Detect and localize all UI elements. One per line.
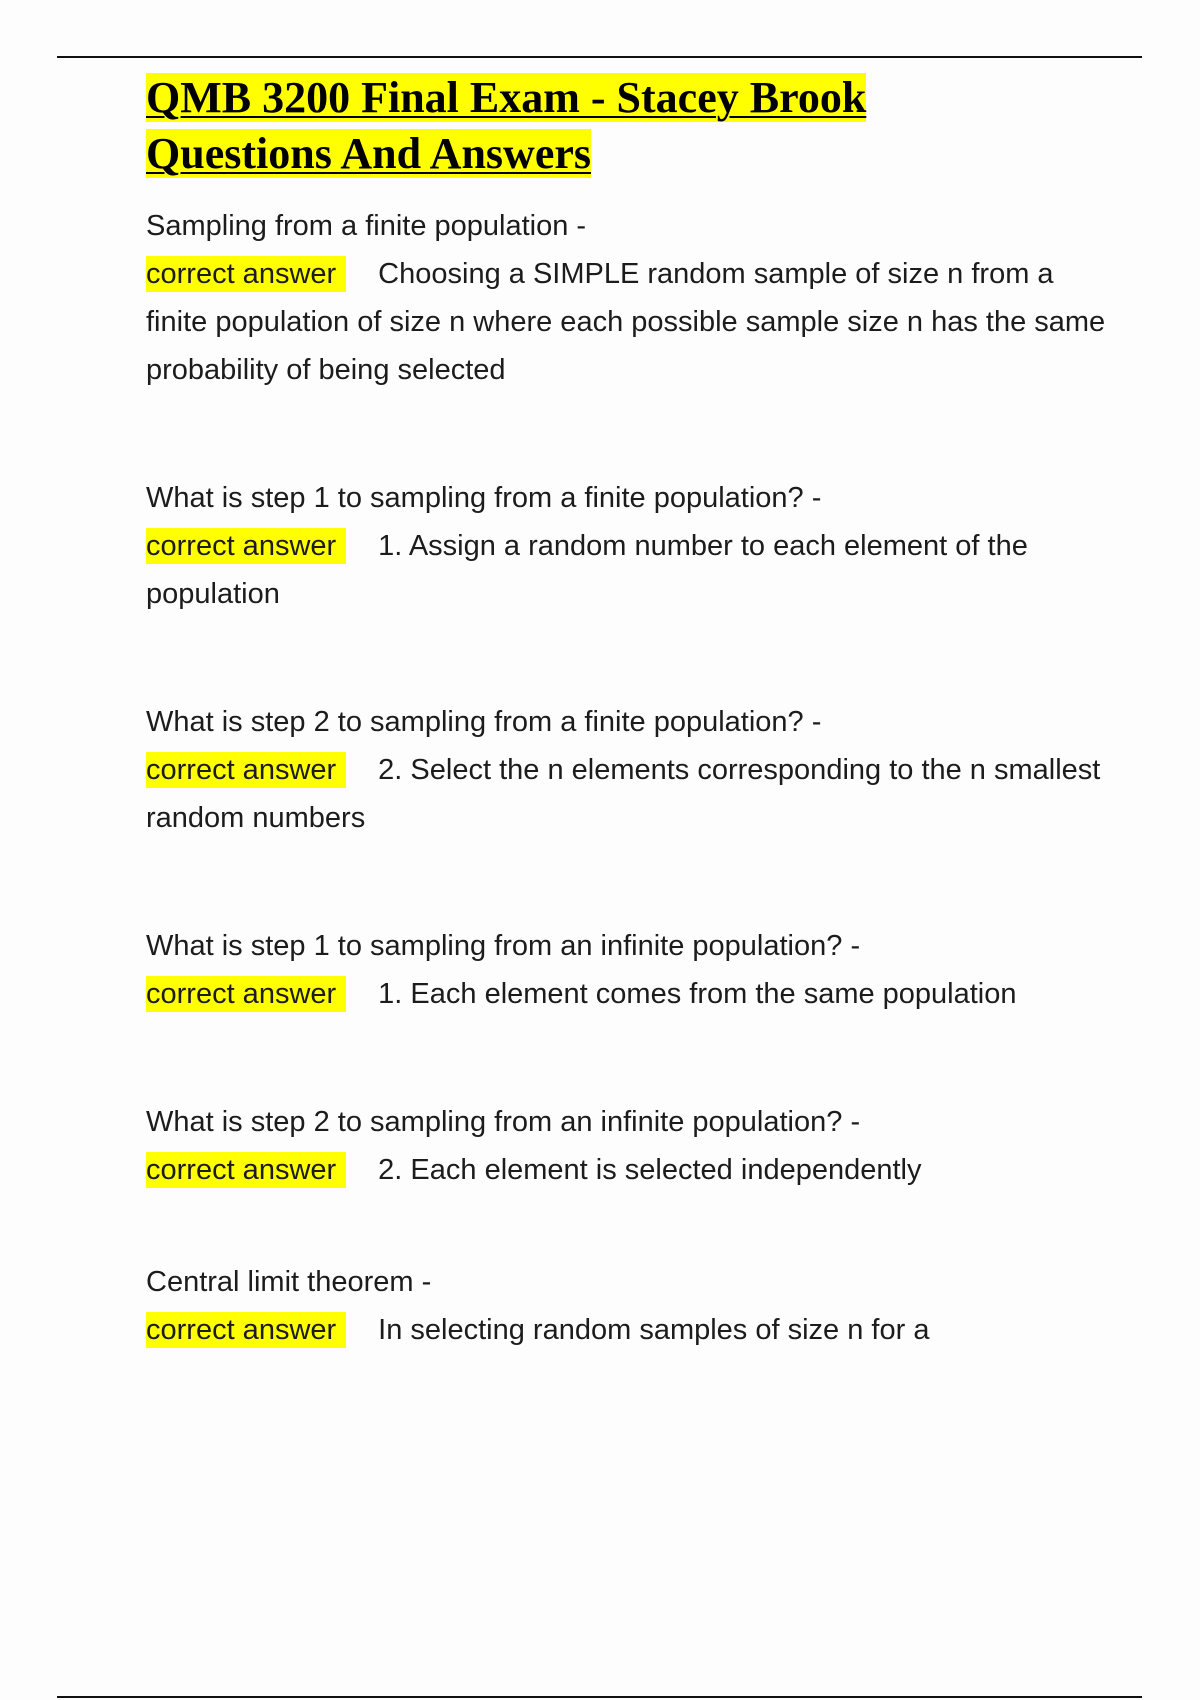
answer-text: 1. Each element comes from the same population <box>378 978 1017 1010</box>
answer-text: 2. Each element is selected independently <box>378 1154 922 1186</box>
correct-answer-label: correct answer <box>146 752 346 788</box>
qa-item <box>146 1258 1106 1354</box>
question-text: Central limit theorem - <box>146 1266 432 1298</box>
qa-item <box>146 922 1106 1018</box>
qa-item <box>146 474 1106 618</box>
correct-answer-label: correct answer <box>146 1312 346 1348</box>
answer-text: Choosing a SIMPLE random sample of size n from a finite population of size n where each possible sample size n has the same probability of being selected <box>146 258 1106 386</box>
question-text: What is step 1 to sampling from an infinite population? - <box>146 930 861 962</box>
question-text: What is step 2 to sampling from a finite population? - <box>146 706 822 738</box>
answer-text: 1. Assign a random number to each element of the population <box>146 530 1028 610</box>
bottom-rule <box>57 1696 1142 1698</box>
title-line-1: QMB 3200 Final Exam - Stacey Brook <box>146 73 867 122</box>
top-rule <box>57 56 1142 58</box>
answer-text: 2. Select the n elements corresponding to the n smallest random numbers <box>146 754 1101 834</box>
question-text: What is step 2 to sampling from an infinite population? - <box>146 1106 861 1138</box>
qa-item <box>146 698 1106 842</box>
question-text: What is step 1 to sampling from a finite population? - <box>146 482 822 514</box>
correct-answer-label: correct answer <box>146 256 346 292</box>
question-text: Sampling from a finite population - <box>146 210 587 242</box>
answer-text: In selecting random samples of size n for a <box>378 1314 930 1346</box>
correct-answer-label: correct answer <box>146 976 346 1012</box>
document-title <box>146 70 1106 182</box>
qa-item <box>146 1098 1106 1194</box>
document-body <box>146 70 1106 1354</box>
correct-answer-label: correct answer <box>146 1152 346 1188</box>
correct-answer-label: correct answer <box>146 528 346 564</box>
qa-item <box>146 202 1106 394</box>
title-line-2: Questions And Answers <box>146 129 592 178</box>
